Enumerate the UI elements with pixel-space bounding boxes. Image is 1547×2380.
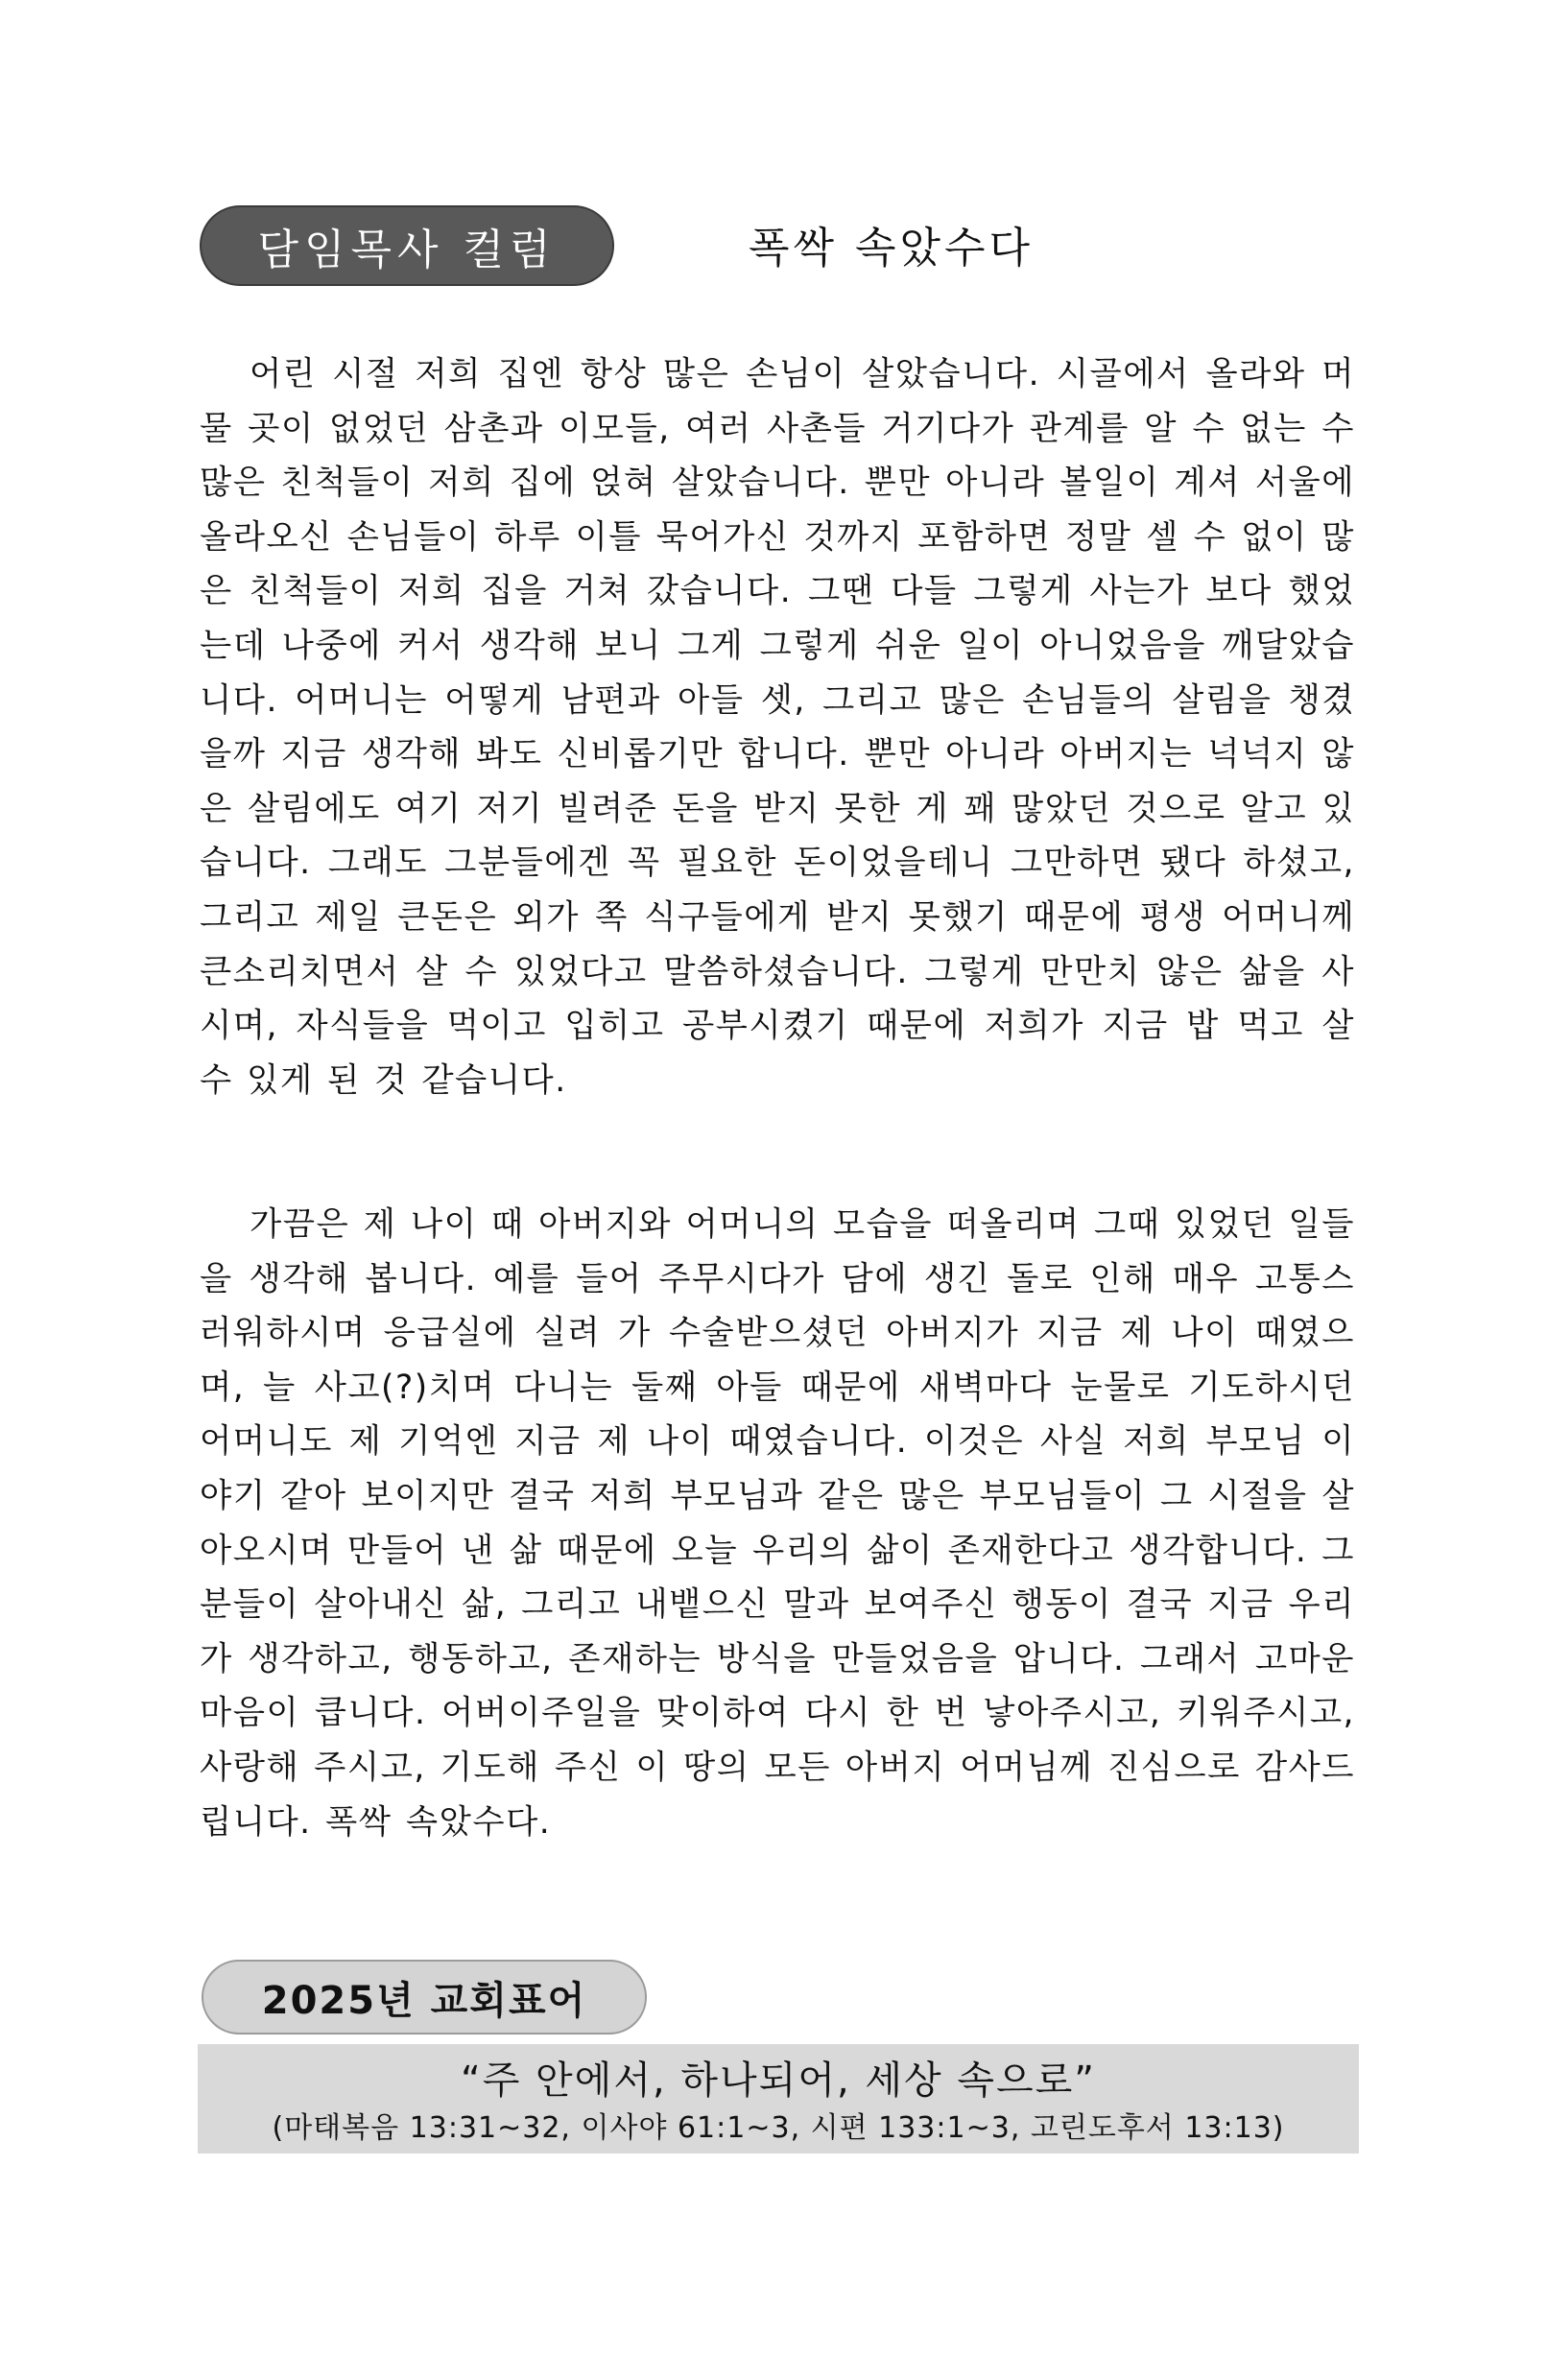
- motto-reference: (마태복음 13:31~32, 이사야 61:1~3, 시편 133:1~3, 고린도후서 13:13): [272, 2111, 1285, 2145]
- body-paragraph-2: 가끔은 제 나이 때 아버지와 어머니의 모습을 떠올리며 그때 있었던 일들을 생각해 봅니다. 예를 들어 주무시다가 담에 생긴 돌로 인해 매우 고통스러워하시며 응급실에 실려 가 수술받으셨던 아버지가 지금 제 나이 때였으며, 늘 사고(?)치며 다니는 둘째 아들 때문에 새벽마다 눈물로 기도하시던 어머니도 제 기억엔 지금 제 나이 때였습니다. 이것은 사실 저희 부모님 이야기 같아 보이지만 결국 저희 부모님과 같은 많은 부모님들이 그 시절을 살아오시며 만들어 낸 삶 때문에 오늘 우리의 삶이 존재한다고 생각합니다. 그분들이 살아내신 삶, 그리고 내뱉으신 말과 보여주신 행동이 결국 지금 우리가 생각하고, 행동하고, 존재하는 방식을 만들었음을 압니다. 그래서 고마운 마음이 큽니다. 어버이주일을 맞이하여 다시 한 번 낳아주시고, 키워주시고, 사랑해 주시고, 기도해 주신 이 땅의 모든 아버지 어머님께 진심으로 감사드립니다. 폭싹 속았수다.: [200, 1205, 1355, 1842]
- motto-text: “주 안에서, 하나되어, 세상 속으로”: [460, 2059, 1097, 2103]
- motto-box: [198, 2044, 1359, 2154]
- column-label: 담임목사 컬럼: [257, 226, 557, 274]
- column-label-badge: [200, 205, 614, 286]
- motto-label: 2025년 교회표어: [261, 1978, 587, 2023]
- motto-label-badge: [202, 1960, 647, 2035]
- body-paragraph-1: 어린 시절 저희 집엔 항상 많은 손님이 살았습니다. 시골에서 올라와 머물 곳이 없었던 삼촌과 이모들, 여러 사촌들 거기다가 관계를 알 수 없는 수많은 친척들이 저희 집에 얹혀 살았습니다. 뿐만 아니라 볼일이 계셔 서울에 올라오신 손님들이 하루 이틀 묵어가신 것까지 포함하면 정말 셀 수 없이 많은 친척들이 저희 집을 거쳐 갔습니다. 그땐 다들 그렇게 사는가 보다 했었는데 나중에 커서 생각해 보니 그게 그렇게 쉬운 일이 아니었음을 깨달았습니다. 어머니는 어떻게 남편과 아들 셋, 그리고 많은 손님들의 살림을 챙겼을까 지금 생각해 봐도 신비롭기만 합니다. 뿐만 아니라 아버지는 넉넉지 않은 살림에도 여기 저기 빌려준 돈을 받지 못한 게 꽤 많았던 것으로 알고 있습니다. 그래도 그분들에겐 꼭 필요한 돈이었을테니 그만하면 됐다 하셨고, 그리고 제일 큰돈은 외가 쪽 식구들에게 받지 못했기 때문에 평생 어머니께 큰소리치면서 살 수 있었다고 말씀하셨습니다. 그렇게 만만치 않은 삶을 사시며, 자식들을 먹이고 입히고 공부시켰기 때문에 저희가 지금 밥 먹고 살 수 있게 된 것 같습니다.: [200, 355, 1355, 1100]
- column-title: 폭싹 속았수다: [749, 224, 1035, 273]
